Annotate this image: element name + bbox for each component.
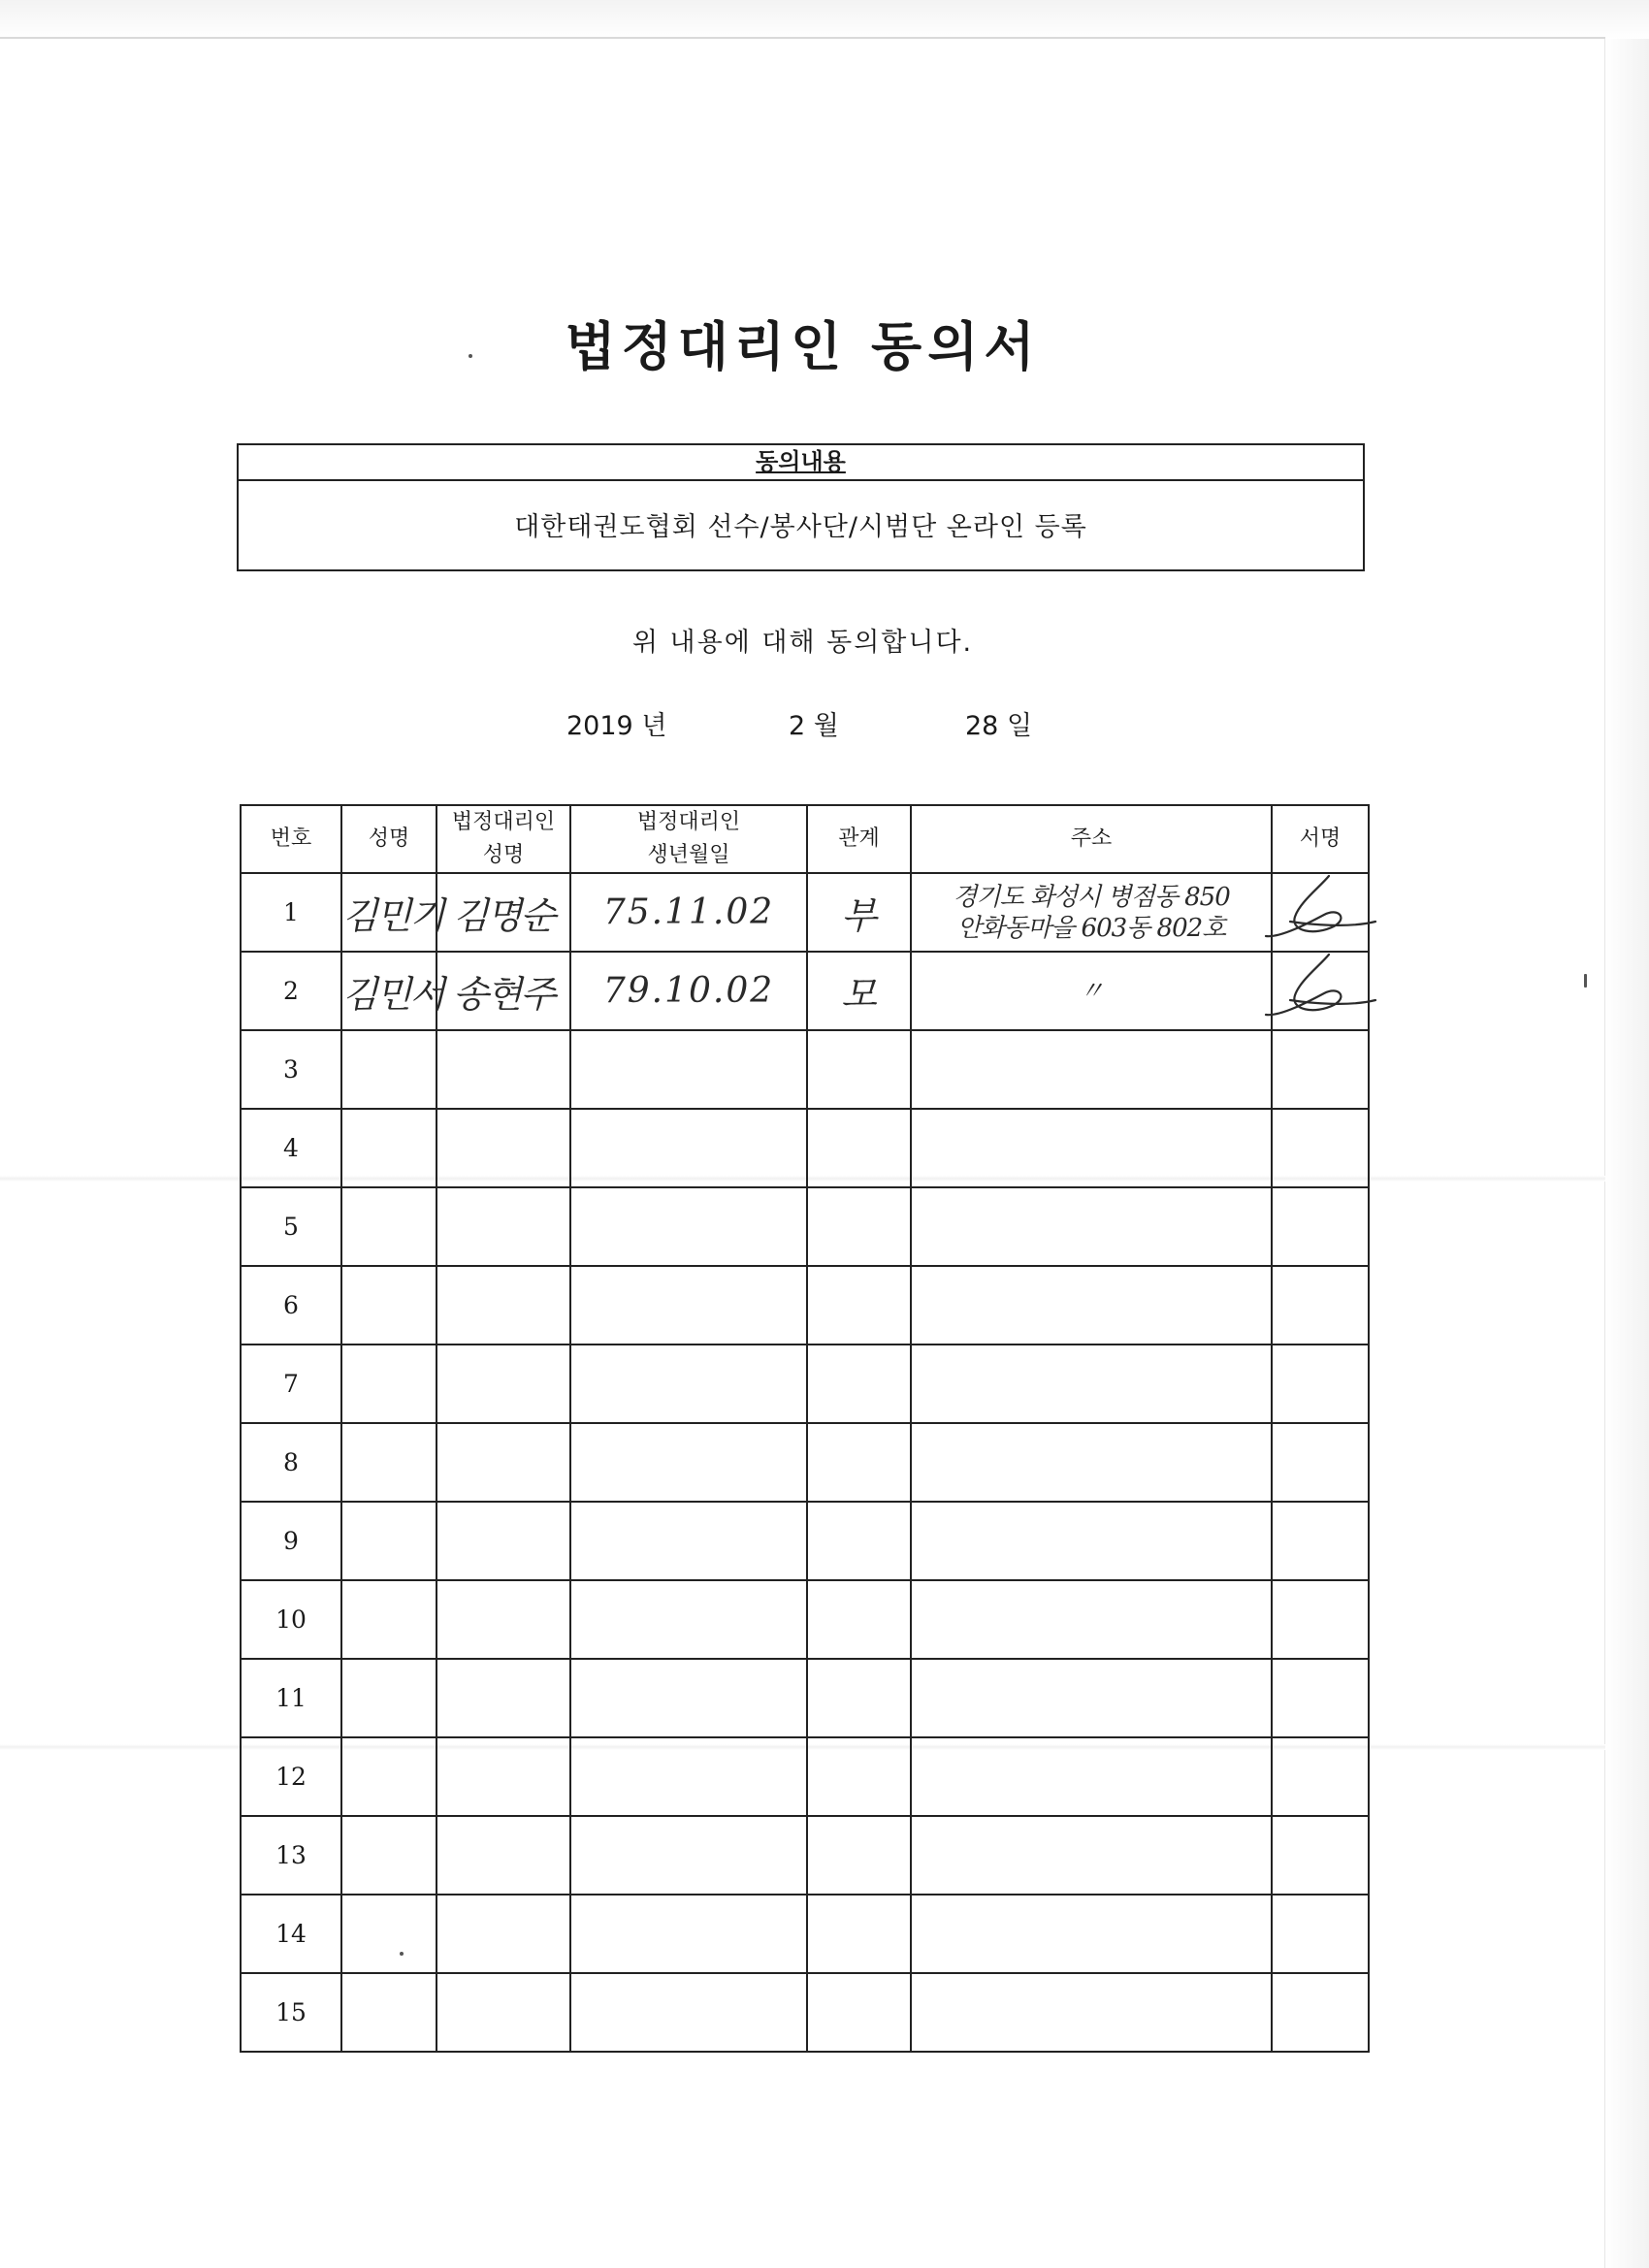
row-signature-cell xyxy=(1272,1816,1369,1895)
row-guardian-birth: 75.11.02 xyxy=(602,892,775,932)
table-row xyxy=(241,1423,1369,1502)
header-guardian-name xyxy=(436,805,570,873)
row-guardian-birth-cell xyxy=(570,1580,807,1659)
agree-statement: 위 내용에 대해 동의합니다. xyxy=(631,628,974,658)
header-guardian-birth xyxy=(570,805,807,873)
header-guardian-name-line1: 법정대리인 xyxy=(451,810,556,834)
row-relation-cell xyxy=(807,1502,911,1580)
row-number: 9 xyxy=(241,1502,341,1580)
row-signature-cell xyxy=(1272,1502,1369,1580)
row-signature-cell xyxy=(1272,1659,1369,1737)
row-number: 2 xyxy=(241,952,341,1030)
row-name-cell xyxy=(341,1580,436,1659)
row-guardian-birth-cell xyxy=(570,1973,807,2052)
scan-right-edge xyxy=(1604,39,1649,2268)
table-row xyxy=(241,1187,1369,1266)
row-relation-cell xyxy=(807,1973,911,2052)
row-address-cell xyxy=(911,1737,1272,1816)
table-body xyxy=(241,873,1369,2052)
row-address-cell xyxy=(911,1580,1272,1659)
table-row xyxy=(241,873,1369,952)
row-relation-cell xyxy=(807,1423,911,1502)
row-guardian-birth-cell xyxy=(570,952,807,1030)
row-address-cell xyxy=(911,1502,1272,1580)
row-number: 10 xyxy=(241,1580,341,1659)
row-address-cell xyxy=(911,952,1272,1030)
row-guardian-name-cell xyxy=(436,1423,570,1502)
row-relation-cell xyxy=(807,1816,911,1895)
row-address-cell xyxy=(911,1266,1272,1345)
row-name-cell xyxy=(341,1187,436,1266)
row-guardian-birth-cell xyxy=(570,1737,807,1816)
row-signature-cell xyxy=(1272,1423,1369,1502)
row-number: 12 xyxy=(241,1737,341,1816)
row-name-cell xyxy=(341,1973,436,2052)
row-signature-cell xyxy=(1272,1266,1369,1345)
date-year-value: 2019 xyxy=(566,711,633,741)
row-guardian-birth-cell xyxy=(570,1659,807,1737)
row-name-cell xyxy=(341,1895,436,1973)
row-name-cell xyxy=(341,1266,436,1345)
row-signature-cell xyxy=(1272,1737,1369,1816)
row-guardian-name-cell xyxy=(436,1030,570,1109)
row-number: 1 xyxy=(241,873,341,952)
row-name-cell xyxy=(341,952,444,1030)
row-guardian-name: 송현주 xyxy=(452,973,555,1016)
header-signature: 서명 xyxy=(1272,805,1369,873)
row-guardian-birth-cell xyxy=(570,1423,807,1502)
row-guardian-birth-cell xyxy=(570,1345,807,1423)
row-address-cell xyxy=(911,873,1272,952)
row-relation-cell xyxy=(807,1187,911,1266)
row-guardian-birth-cell xyxy=(570,1187,807,1266)
row-guardian-birth-cell xyxy=(570,873,807,952)
row-relation-cell xyxy=(807,1737,911,1816)
row-number: 15 xyxy=(241,1973,341,2052)
row-address-line1: 경기도 화성시 병점동 850 xyxy=(953,882,1230,912)
table-row xyxy=(241,1580,1369,1659)
row-relation: 부 xyxy=(841,894,877,937)
row-name-cell xyxy=(341,1659,436,1737)
header-number: 번호 xyxy=(241,805,341,873)
table-row xyxy=(241,1502,1369,1580)
row-relation-cell xyxy=(807,1030,911,1109)
header-relation: 관계 xyxy=(807,805,911,873)
signature-scribble xyxy=(1261,947,1377,1034)
row-relation-cell xyxy=(807,1659,911,1737)
date-day xyxy=(965,704,1032,742)
row-name-cell xyxy=(341,873,444,952)
row-address-cell xyxy=(911,1423,1272,1502)
row-guardian-birth-cell xyxy=(570,1109,807,1187)
row-number: 5 xyxy=(241,1187,341,1266)
row-signature-cell xyxy=(1272,1580,1369,1659)
date-day-unit: 일 xyxy=(1006,711,1033,741)
row-guardian-name-cell xyxy=(436,873,570,952)
row-relation-cell xyxy=(807,1266,911,1345)
row-guardian-name-cell xyxy=(436,1737,570,1816)
row-relation-cell xyxy=(807,952,911,1030)
date-month-unit: 월 xyxy=(813,711,839,741)
row-relation-cell xyxy=(807,873,911,952)
table-row xyxy=(241,1737,1369,1816)
row-guardian-birth-cell xyxy=(570,1030,807,1109)
row-name: 김민기 xyxy=(342,894,444,937)
row-number: 4 xyxy=(241,1109,341,1187)
row-address-cell xyxy=(911,1345,1272,1423)
row-signature-cell xyxy=(1272,873,1369,952)
row-guardian-name: 김명순 xyxy=(452,894,555,937)
row-signature-cell xyxy=(1272,1030,1369,1109)
row-guardian-name-cell xyxy=(436,1580,570,1659)
table-row xyxy=(241,1816,1369,1895)
row-number: 6 xyxy=(241,1266,341,1345)
row-guardian-birth-cell xyxy=(570,1266,807,1345)
scan-top-edge xyxy=(0,0,1649,39)
date-month-value: 2 xyxy=(789,711,806,741)
table-row xyxy=(241,1109,1369,1187)
date-month xyxy=(789,704,839,742)
row-guardian-name-cell xyxy=(436,1973,570,2052)
row-address-cell xyxy=(911,1030,1272,1109)
header-name: 성명 xyxy=(341,805,436,873)
registration-table xyxy=(240,804,1370,2053)
table-row xyxy=(241,1345,1369,1423)
row-signature-cell xyxy=(1272,1345,1369,1423)
row-address-cell xyxy=(911,1973,1272,2052)
row-guardian-name-cell xyxy=(436,1345,570,1423)
row-address-cell xyxy=(911,1187,1272,1266)
row-guardian-name-cell xyxy=(436,1502,570,1580)
row-name: 김민서 xyxy=(342,973,444,1016)
row-signature-cell xyxy=(1272,1973,1369,2052)
header-guardian-birth-line2: 생년월일 xyxy=(647,843,730,867)
row-name-cell xyxy=(341,1737,436,1816)
row-address-cell xyxy=(911,1895,1272,1973)
signature-scribble xyxy=(1261,868,1377,956)
document-title: 법정대리인 동의서 xyxy=(565,316,1041,377)
table-row xyxy=(241,1030,1369,1109)
scan-speck xyxy=(1584,974,1587,988)
table-row xyxy=(241,1973,1369,2052)
table-row xyxy=(241,952,1369,1030)
row-guardian-name-cell xyxy=(436,1816,570,1895)
row-number: 14 xyxy=(241,1895,341,1973)
header-address: 주소 xyxy=(911,805,1272,873)
date-year-unit: 년 xyxy=(641,711,667,741)
row-address-line1: 〃 xyxy=(1079,976,1104,1006)
row-number: 11 xyxy=(241,1659,341,1737)
row-name-cell xyxy=(341,1109,436,1187)
row-signature-cell xyxy=(1272,1109,1369,1187)
table-row xyxy=(241,1895,1369,1973)
row-guardian-name-cell xyxy=(436,1109,570,1187)
row-number: 13 xyxy=(241,1816,341,1895)
header-guardian-name-line2: 성명 xyxy=(482,843,525,867)
row-guardian-birth-cell xyxy=(570,1895,807,1973)
date-year xyxy=(566,704,666,742)
row-guardian-name-cell xyxy=(436,1895,570,1973)
table-row xyxy=(241,1266,1369,1345)
row-address-cell xyxy=(911,1816,1272,1895)
row-number: 8 xyxy=(241,1423,341,1502)
row-address-line2: 안화동마을 603동 802호 xyxy=(956,913,1226,943)
row-number: 3 xyxy=(241,1030,341,1109)
row-name-cell xyxy=(341,1816,436,1895)
row-guardian-name-cell xyxy=(436,952,570,1030)
row-guardian-name-cell xyxy=(436,1266,570,1345)
row-signature-cell xyxy=(1272,952,1369,1030)
row-guardian-birth-cell xyxy=(570,1816,807,1895)
consent-content: 대한태권도협회 선수/봉사단/시범단 온라인 등록 xyxy=(514,512,1087,542)
row-guardian-name-cell xyxy=(436,1187,570,1266)
consent-box xyxy=(237,443,1365,571)
row-name-cell xyxy=(341,1502,436,1580)
row-number: 7 xyxy=(241,1345,341,1423)
row-name-cell xyxy=(341,1345,436,1423)
row-relation: 모 xyxy=(841,973,877,1016)
table-header-row xyxy=(241,805,1369,873)
row-guardian-name-cell xyxy=(436,1659,570,1737)
row-relation-cell xyxy=(807,1895,911,1973)
header-guardian-birth-line1: 법정대리인 xyxy=(636,810,741,834)
row-address-cell xyxy=(911,1659,1272,1737)
date-day-value: 28 xyxy=(965,711,999,741)
row-guardian-birth-cell xyxy=(570,1502,807,1580)
scan-border-line xyxy=(0,37,1605,39)
row-address-cell xyxy=(911,1109,1272,1187)
table-row xyxy=(241,1659,1369,1737)
consent-header: 동의내용 xyxy=(239,445,1363,481)
row-name-cell xyxy=(341,1030,436,1109)
row-signature-cell xyxy=(1272,1187,1369,1266)
row-relation-cell xyxy=(807,1580,911,1659)
row-relation-cell xyxy=(807,1109,911,1187)
row-signature-cell xyxy=(1272,1895,1369,1973)
row-relation-cell xyxy=(807,1345,911,1423)
row-name-cell xyxy=(341,1423,436,1502)
row-guardian-birth: 79.10.02 xyxy=(602,971,775,1011)
